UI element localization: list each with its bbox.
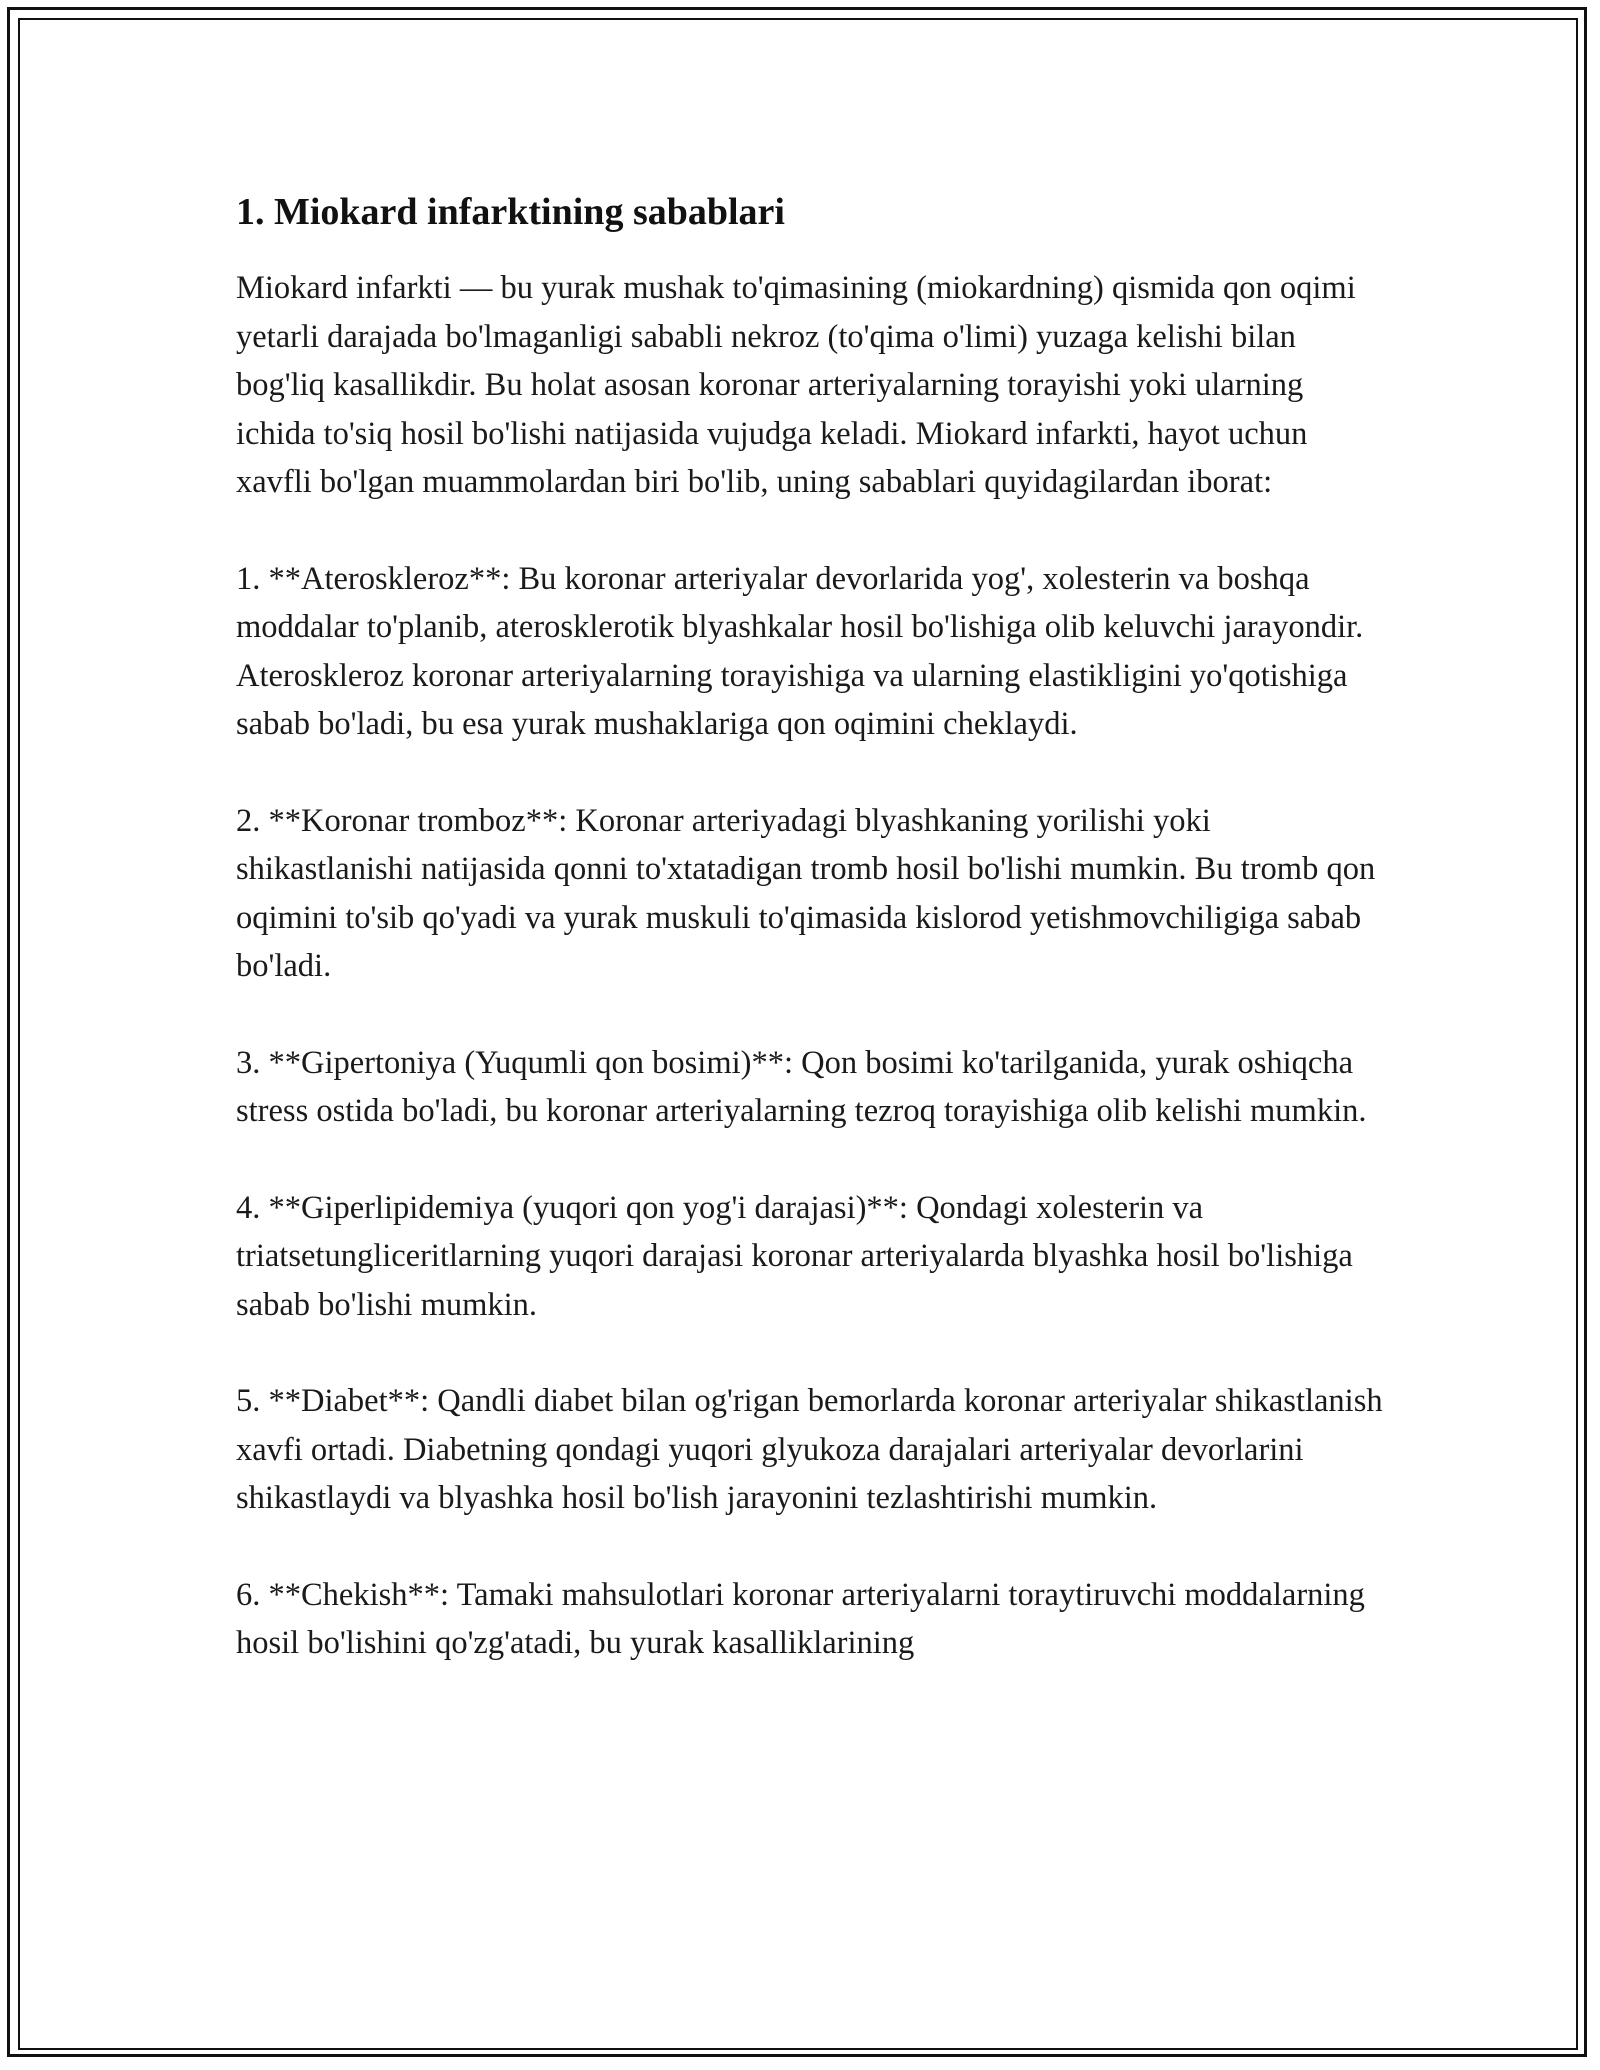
cause-hypertension-paragraph: 3. **Gipertoniya (Yuqumli qon bosimi)**: Qon bosimi ko'tarilganida, yurak oshiqcha stress ostida bo'ladi, bu koronar arteriyalarning tezroq torayishiga olib kelishi mumkin. <box>236 1044 1367 1129</box>
cause-coronary-thrombosis-paragraph: 2. **Koronar tromboz**: Koronar arteriyadagi blyashkaning yorilishi yoki shikastlanishi natijasida qonni to'xtatadigan tromb hosil bo'lishi mumkin. Bu tromb qon oqimini to'sib qo'yadi va yurak muskuli to'qimasida kislorod yetishmovchiligiga sabab bo'ladi. <box>236 802 1376 984</box>
cause-smoking-paragraph: 6. **Chekish**: Tamaki mahsulotlari koronar arteriyalarni toraytiruvchi moddalarning hosil bo'lishini qo'zg'atadi, bu yurak kasalliklarining <box>236 1576 1365 1661</box>
document-body <box>236 184 1386 1716</box>
cause-atherosclerosis-paragraph: 1. **Ateroskleroz**: Bu koronar arteriyalar devorlarida yog', xolesterin va boshqa moddalar to'planib, aterosklerotik blyashkalar hosil bo'lishiga olib keluvchi jarayondir. Ateroskleroz koronar arteriyalarning torayishiga va ularning elastikligini yo'qotishiga sabab bo'ladi, bu esa yurak mushaklariga qon oqimini cheklaydi. <box>236 560 1364 742</box>
cause-diabetes-paragraph: 5. **Diabet**: Qandli diabet bilan og'rigan bemorlarda koronar arteriyalar shikastlanish xavfi ortadi. Diabetning qondagi yuqori glyukoza darajalari arteriyalar devorlarini shikastlaydi va blyashka hosil bo'lish jarayonini tezlashtirishi mumkin. <box>236 1383 1383 1516</box>
cause-hyperlipidemia-paragraph: 4. **Giperlipidemiya (yuqori qon yog'i darajasi)**: Qondagi xolesterin va triatsetungliceritlarning yuqori darajasi koronar arteriyalarda blyashka hosil bo'lishiga sabab bo'lishi mumkin. <box>236 1189 1353 1323</box>
section-heading: 1. Miokard infarktining sabablari <box>236 191 785 233</box>
intro-paragraph: Miokard infarkti — bu yurak mushak to'qimasining (miokardning) qismida qon oqimi yetarli darajada bo'lmaganligi sababli nekroz (to'qima o'limi) yuzaga kelishi bilan bog'liq kasallikdir. Bu holat asosan koronar arteriyalarning torayishi yoki ularning ichida to'siq hosil bo'lishi natijasida vujudga keladi. Miokard infarkti, hayot uchun xavfli bo'lgan muammolardan biri bo'lib, uning sabablari quyidagilardan iborat: <box>236 270 1356 500</box>
